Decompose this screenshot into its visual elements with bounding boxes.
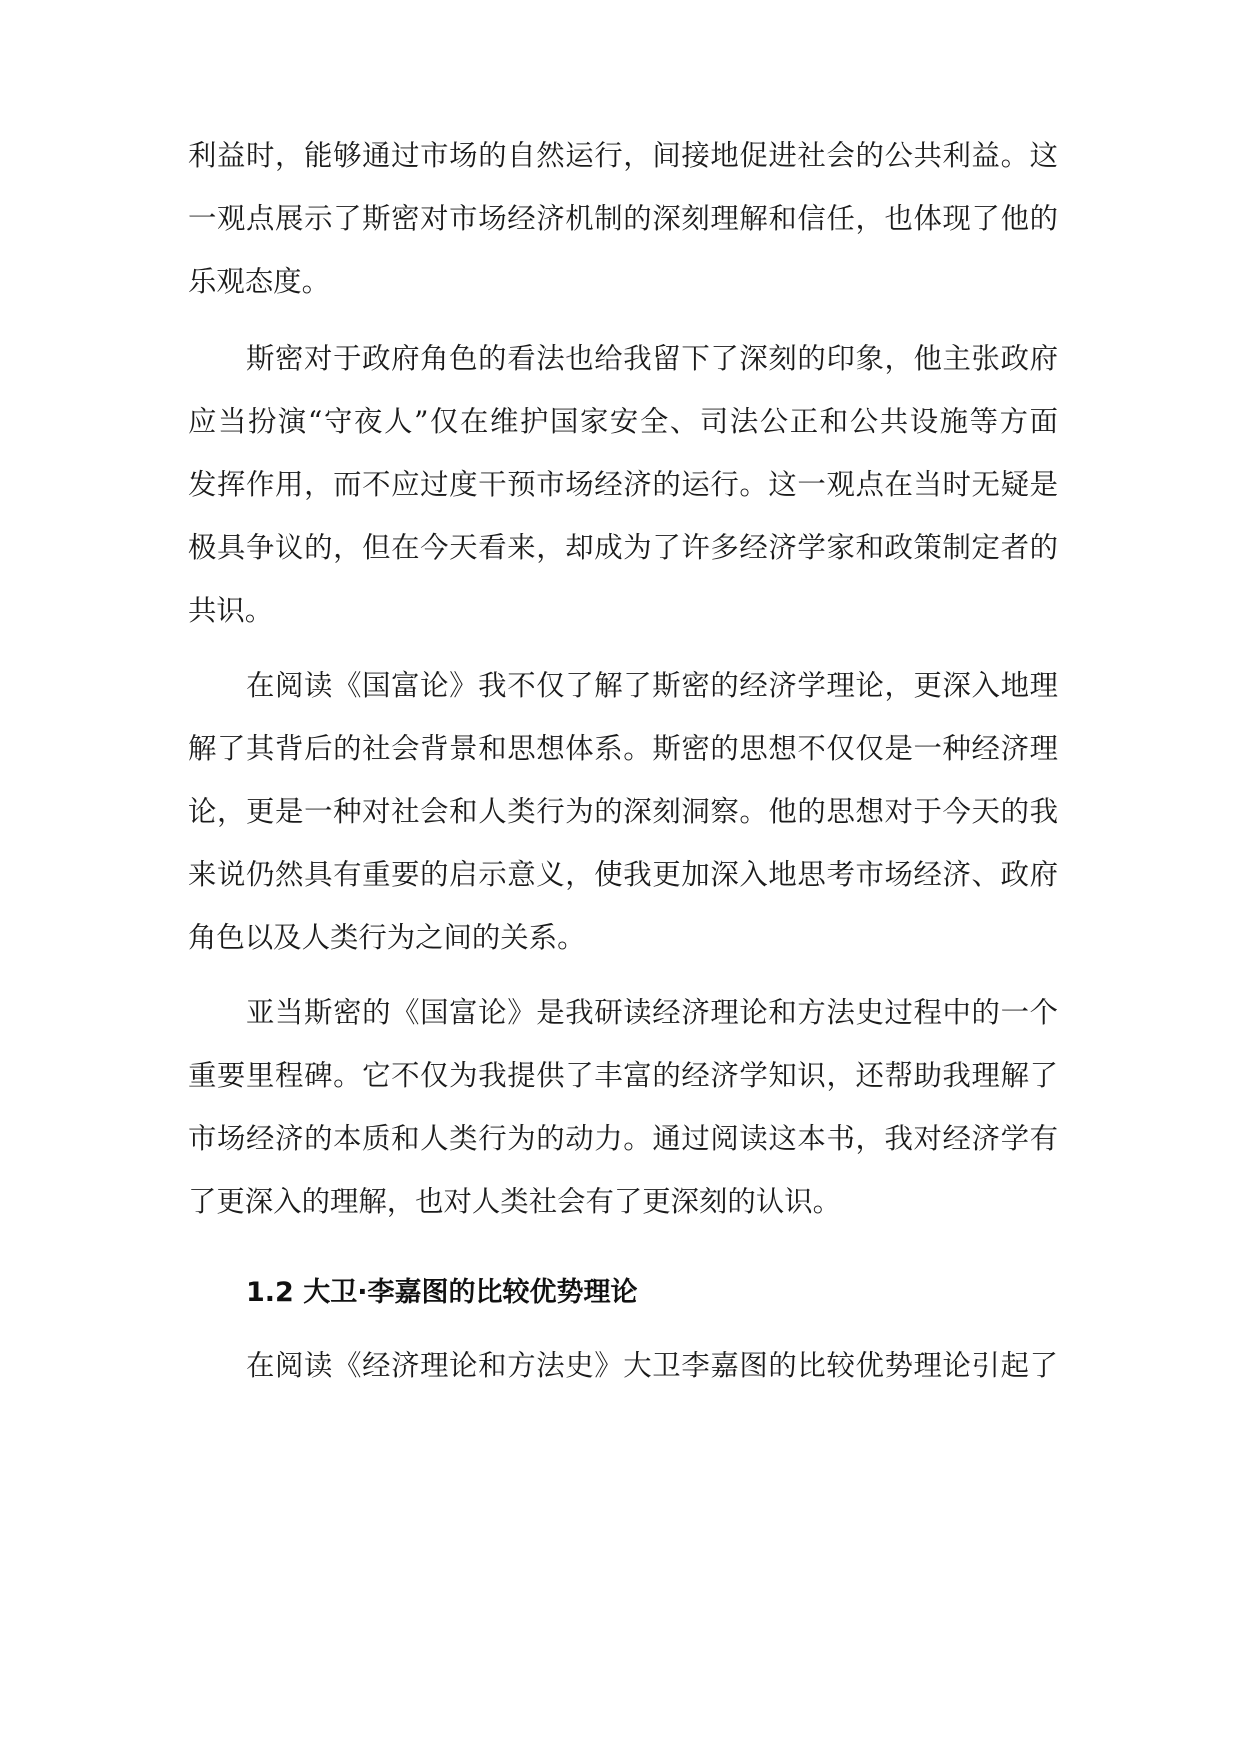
paragraph-line: 发挥作用，而不应过度干预市场经济的运行。这一观点在当时无疑是 xyxy=(188,468,1058,501)
paragraph-line: 乐观态度。 xyxy=(188,265,330,298)
paragraph-line: 解了其背后的社会背景和思想体系。斯密的思想不仅仅是一种经济理 xyxy=(188,732,1058,765)
paragraph-line: 一观点展示了斯密对市场经济机制的深刻理解和信任，也体现了他的 xyxy=(188,202,1058,235)
paragraph-line: 极具争议的，但在今天看来，却成为了许多经济学家和政策制定者的 xyxy=(188,531,1058,564)
paragraph-line: 在阅读《国富论》我不仅了解了斯密的经济学理论，更深入地理 xyxy=(246,669,1058,702)
paragraph-line: 重要里程碑。它不仅为我提供了丰富的经济学知识，还帮助我理解了 xyxy=(188,1059,1058,1092)
paragraph-line: 在阅读《经济理论和方法史》大卫李嘉图的比较优势理论引起了 xyxy=(246,1349,1058,1382)
paragraph-line: 来说仍然具有重要的启示意义，使我更加深入地思考市场经济、政府 xyxy=(188,858,1058,891)
paragraph-line: 共识。 xyxy=(188,594,274,627)
paragraph-line: 斯密对于政府角色的看法也给我留下了深刻的印象，他主张政府 xyxy=(246,342,1058,375)
paragraph-line: 应当扮演“守夜人”仅在维护国家安全、司法公正和公共设施等方面 xyxy=(188,405,1058,438)
paragraph-line: 亚当斯密的《国富论》是我研读经济理论和方法史过程中的一个 xyxy=(246,996,1058,1029)
paragraph-line: 利益时，能够通过市场的自然运行，间接地促进社会的公共利益。这 xyxy=(188,139,1058,172)
paragraph-line: 角色以及人类行为之间的关系。 xyxy=(188,921,586,954)
paragraph-line: 了更深入的理解，也对人类社会有了更深刻的认识。 xyxy=(188,1185,841,1218)
paragraph-line: 市场经济的本质和人类行为的动力。通过阅读这本书，我对经济学有 xyxy=(188,1122,1058,1155)
section-heading: 1.2 大卫·李嘉图的比较优势理论 xyxy=(246,1277,638,1308)
paragraph-line: 论，更是一种对社会和人类行为的深刻洞察。他的思想对于今天的我 xyxy=(188,795,1058,828)
